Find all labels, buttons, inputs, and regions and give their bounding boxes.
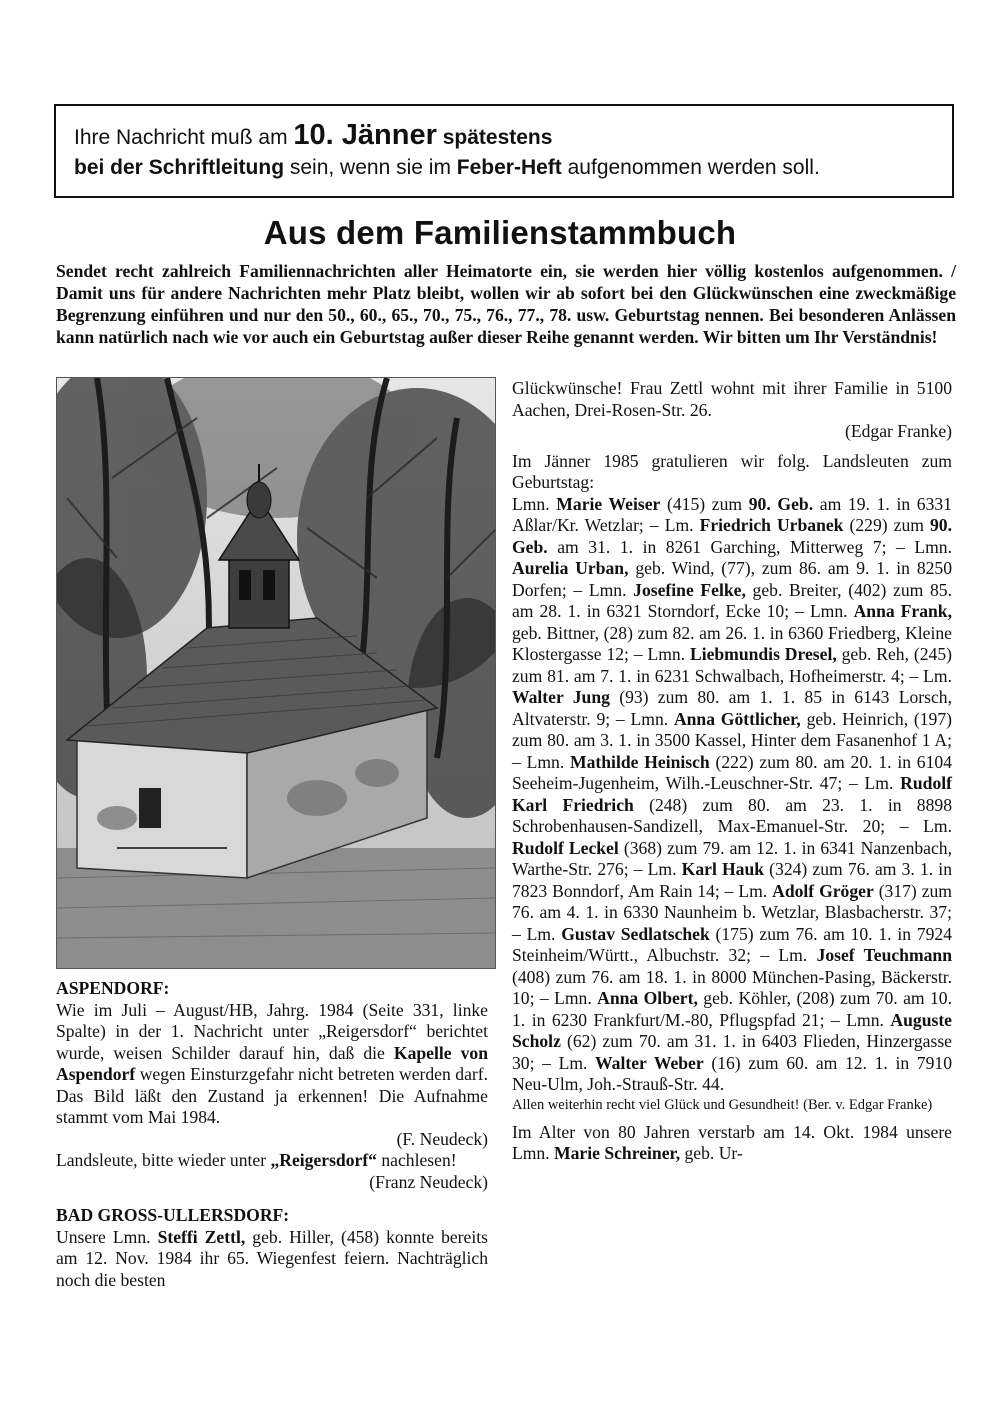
section-heading-aspendorf: ASPENDORF: (56, 978, 170, 998)
birthday-text: (229) zum (843, 515, 930, 535)
birthday-text: (415) zum (660, 493, 749, 514)
birthday-name: Walter Weber (595, 1052, 704, 1073)
bad-gross-ullersdorf-paragraph: Unsere Lmn. Steffi Zettl, geb. Hiller, (458) konnte bereits am 12. Nov. 1984 ihr 65. Wiegenfest feiern. Nachträglich noch die besten (56, 1226, 488, 1290)
closing-wishes: Allen weiterhin recht viel Glück und Gesundheit! (Ber. v. Edgar Franke) (512, 1096, 933, 1113)
birthday-name: Josef Teuchmann (816, 945, 952, 965)
birthday-intro: Im Jänner 1985 gratulieren wir folg. Landsleuten zum Geburtstag: (512, 450, 952, 492)
birthday-text: (317) zum 76. am 4. 1. in 6330 Naunheim b. Wetzlar, Blasbacherstr. 37; – Lm. (512, 880, 952, 944)
page-title: Aus dem Familienstammbuch (263, 214, 737, 251)
birthday-name: Marie Weiser (556, 493, 661, 514)
birthday-age: 90. Geb. (512, 515, 952, 557)
birthday-name: Liebmundis Dresel, (689, 644, 837, 664)
birthday-text: geb. Reh, (245) zum 81. am 7. 1. in 6231 Schwalbach, Hofheimerstr. 4; – Lm. (512, 644, 952, 686)
right-column (512, 378, 952, 1165)
birthday-name: Walter Jung (512, 687, 610, 707)
birthday-text: (175) zum 76. am 10. 1. in 7924 Steinheim/Württ., Albuchstr. 32; – Lm. (512, 923, 952, 965)
birthday-text: (324) zum 76. am 3. 1. in 7823 Bonndorf, Am Rain 14; – Lm. (512, 859, 952, 901)
birthday-text: (62) zum 70. am 31. 1. in 6403 Flieden, Hinzergasse 30; – Lm. (512, 1031, 952, 1073)
obituary-paragraph: Im Alter von 80 Jahren verstarb am 14. Okt. 1984 unsere Lmn. Marie Schreiner, geb. Ur- (512, 1121, 952, 1163)
deadline-notice-box (54, 104, 954, 198)
left-column (56, 978, 488, 1291)
chapel-illustration (57, 378, 496, 969)
birthday-name: Karl Hauk (681, 859, 765, 879)
birthday-name: Josefine Felke, (633, 579, 746, 600)
notice-line-2: bei der Schriftleitung sein, wenn sie im Feber-Heft aufgenommen werden soll. (74, 156, 820, 179)
section-heading-bad-gross-ullersdorf: BAD GROSS-ULLERSDORF: (56, 1205, 290, 1225)
aspendorf-followup: Landsleute, bitte wieder unter „Reigersdorf“ nachlesen! (56, 1150, 457, 1170)
birthday-text: (222) zum 80. am 20. 1. in 6104 Seeheim-Jugenheim, Wilh.-Leuschner-Str. 47; – Lm. (512, 751, 952, 793)
birthday-name: Adolf Gröger (772, 880, 874, 901)
birthday-name: Rudolf Leckel (512, 837, 619, 858)
notice-date: 10. Jänner (293, 119, 437, 151)
birthday-text: (368) zum 79. am 12. 1. in 6341 Nanzenbach, Warthe-Str. 276; – Lm. (512, 837, 952, 879)
birthday-name: Gustav Sedlatschek (561, 923, 710, 944)
birthday-text: (408) zum 76. am 18. 1. in 8000 München-Pasing, Bäckerstr. 10; – Lmn. (512, 966, 952, 1008)
zettl-continuation: Glückwünsche! Frau Zettl wohnt mit ihrer Familie in 5100 Aachen, Drei-Rosen-Str. 26. (512, 378, 952, 420)
birthday-text: (248) zum 80. am 23. 1. in 8898 Schrobenhausen-Sandizell, Max-Emanuel-Str. 20; – Lm. (512, 794, 952, 836)
birthday-name: Anna Göttlicher, (673, 708, 801, 729)
aspendorf-signature-2: (Franz Neudeck) (369, 1171, 488, 1192)
birthday-name: Anna Frank, (853, 601, 952, 621)
birthday-text: geb. Wind, (77), zum 86. am 9. 1. in 8250 Dorfen; – Lmn. (512, 558, 953, 600)
aspendorf-paragraph: Wie im Juli – August/HB, Jahrg. 1984 (Seite 331, linke Spalte) in der 1. Nachricht unter „Reigersdorf“ berichtet wurde, weisen Schilder darauf hin, daß die Kapelle von Aspendorf wegen Einsturzgefahr nicht betreten werden darf. Das Bild läßt den Zustand ja erkennen! Die Aufnahme stammt vom Mai 1984. (56, 999, 488, 1127)
franke-signature: (Edgar Franke) (845, 421, 952, 441)
birthday-text: am 19. 1. in 6331 Aßlar/Kr. Wetzlar; – Lm. (512, 493, 952, 535)
notice-line-1: Ihre Nachricht muß am 10. Jänner spätestens (74, 119, 553, 151)
birthday-name: Aurelia Urban, (512, 558, 629, 578)
intro-paragraph: Sendet recht zahlreich Familiennachrichten aller Heimatorte ein, sie werden hier völlig kostenlos aufgenommen. / Damit uns für andere Nachrichten mehr Platz bleibt, wollen wir ab sofort bei den Glückwünschen eine zweckmäßige Begrenzung einführen und nur den 50., 60., 65., 70., 75., 76., 77., 78. usw. Geburtstag nennen. Bei besonderen Anlässen kann natürlich nach wie vor auch ein Geburtstag außer dieser Reihe genannt werden. Wir bitten um Ihr Verständnis! (56, 261, 956, 347)
birthday-text: geb. Heinrich, (197) zum 80. am 3. 1. in 3500 Kassel, Hinter dem Fasanenhof 1 A; – Lmn. (512, 708, 953, 772)
birthday-name: Mathilde Heinisch (570, 751, 710, 772)
birthday-text: Lmn. (512, 493, 557, 514)
birthday-list (512, 494, 952, 1096)
birthday-age: 90. Geb. (748, 493, 814, 514)
birthday-text: (93) zum 80. am 1. 1. 85 in 6143 Lorsch, Altvaterstr. 9; – Lmn. (512, 687, 952, 729)
chapel-photo (56, 377, 496, 969)
birthday-text: (16) zum 60. am 12. 1. in 7910 Neu-Ulm, Joh.-Strauß-Str. 44. (512, 1052, 952, 1094)
birthday-name: Auguste Scholz (512, 1009, 952, 1051)
birthday-name: Friedrich Urbanek (699, 515, 844, 535)
birthday-text: am 31. 1. in 8261 Garching, Mitterweg 7; – Lmn. (547, 536, 952, 557)
birthday-text: geb. Köhler, (208) zum 70. am 10. 1. in 6230 Frankfurt/M.-80, Pflugspfad 21; – Lmn. (512, 988, 952, 1030)
birthday-name: Rudolf Karl Friedrich (512, 773, 952, 815)
birthday-text: geb. Breiter, (402) zum 85. am 28. 1. in 6321 Storndorf, Ecke 10; – Lmn. (512, 579, 952, 621)
birthday-text: geb. Bittner, (28) zum 82. am 26. 1. in 6360 Friedberg, Kleine Klostergasse 12; – Lmn. (512, 622, 952, 664)
aspendorf-signature-1: (F. Neudeck) (396, 1128, 488, 1149)
birthday-name: Anna Olbert, (597, 988, 698, 1008)
